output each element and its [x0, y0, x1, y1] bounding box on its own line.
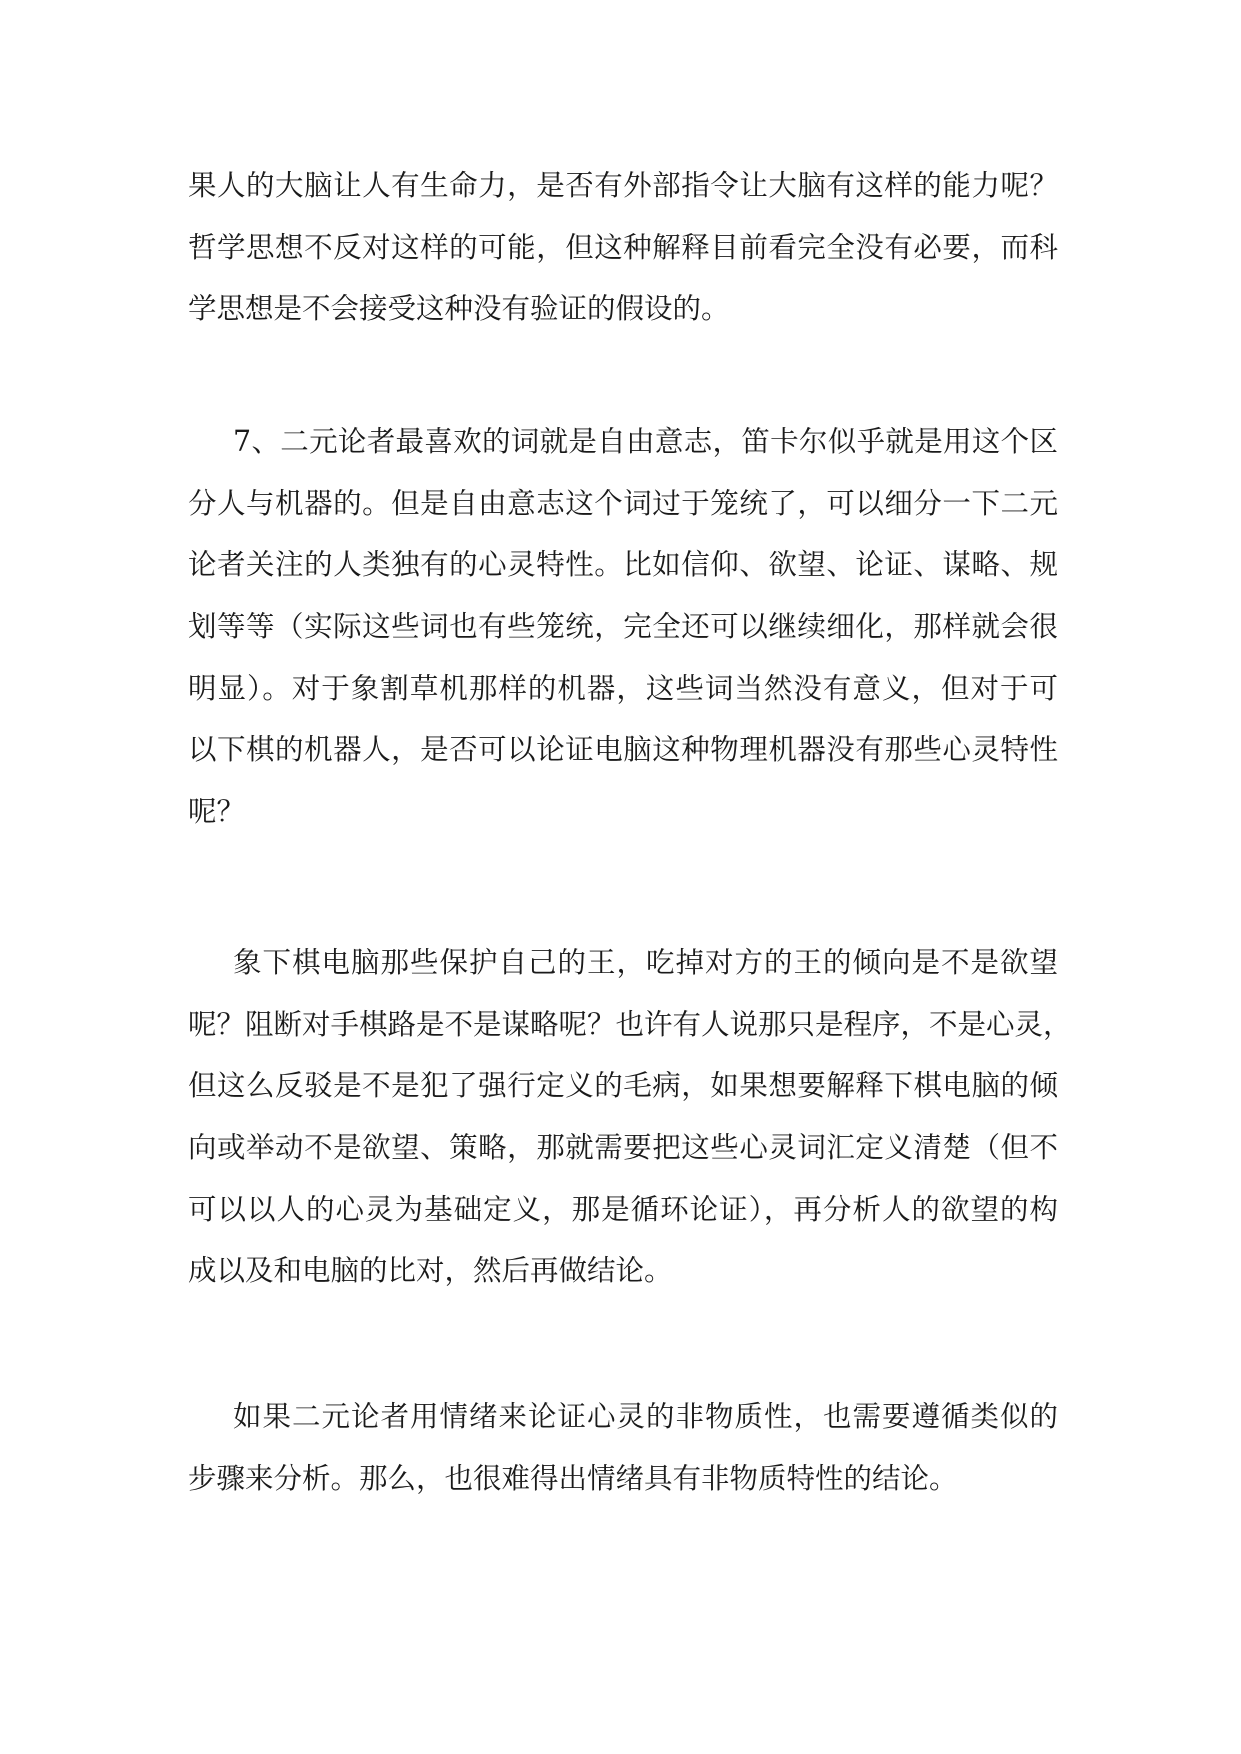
paragraph-line: 明显）。对于象割草机那样的机器，这些词当然没有意义，但对于可: [188, 671, 1058, 705]
paragraph-4: [188, 1386, 1058, 1509]
paragraph-line: 分人与机器的。但是自由意志这个词过于笼统了，可以细分一下二元: [188, 486, 1058, 520]
paragraph-line: 学思想是不会接受这种没有验证的假设的。: [188, 292, 730, 326]
paragraph-line: 呢？: [188, 795, 246, 829]
paragraph-line: 步骤来分析。那么，也很难得出情绪具有非物质特性的结论。: [188, 1461, 958, 1495]
paragraph-line: 论者关注的人类独有的心灵特性。比如信仰、欲望、论证、谋略、规: [188, 548, 1058, 582]
paragraph-line: 果人的大脑让人有生命力，是否有外部指令让大脑有这样的能力呢？: [188, 169, 1058, 202]
paragraph-2: [188, 411, 1058, 843]
paragraph-line: 向或举动不是欲望、策略，那就需要把这些心灵词汇定义清楚（但不: [188, 1131, 1058, 1165]
paragraph-line: 象下棋电脑那些保护自己的王，吃掉对方的王的倾向是不是欲望: [233, 946, 1058, 979]
paragraph-line: 如果二元论者用情绪来论证心灵的非物质性，也需要遵循类似的: [233, 1400, 1058, 1433]
paragraph-line: 以下棋的机器人，是否可以论证电脑这种物理机器没有那些心灵特性: [188, 733, 1058, 767]
paragraph-line: 7、二元论者最喜欢的词就是自由意志，笛卡尔似乎就是用这个区: [233, 425, 1058, 458]
paragraph-line: 划等等（实际这些词也有些笼统，完全还可以继续细化，那样就会很: [188, 610, 1058, 644]
paragraph-1: [188, 155, 1058, 340]
paragraph-line: 可以以人的心灵为基础定义，那是循环论证），再分析人的欲望的构: [188, 1192, 1058, 1226]
paragraph-line: 呢？阻断对手棋路是不是谋略呢？也许有人说那只是程序，不是心灵，: [188, 1007, 1072, 1041]
paragraph-3: [188, 932, 1072, 1302]
paragraph-line: 哲学思想不反对这样的可能，但这种解释目前看完全没有必要，而科: [188, 230, 1058, 264]
paragraph-line: 成以及和电脑的比对，然后再做结论。: [188, 1254, 673, 1288]
paragraph-line: 但这么反驳是不是犯了强行定义的毛病，如果想要解释下棋电脑的倾: [188, 1069, 1058, 1103]
